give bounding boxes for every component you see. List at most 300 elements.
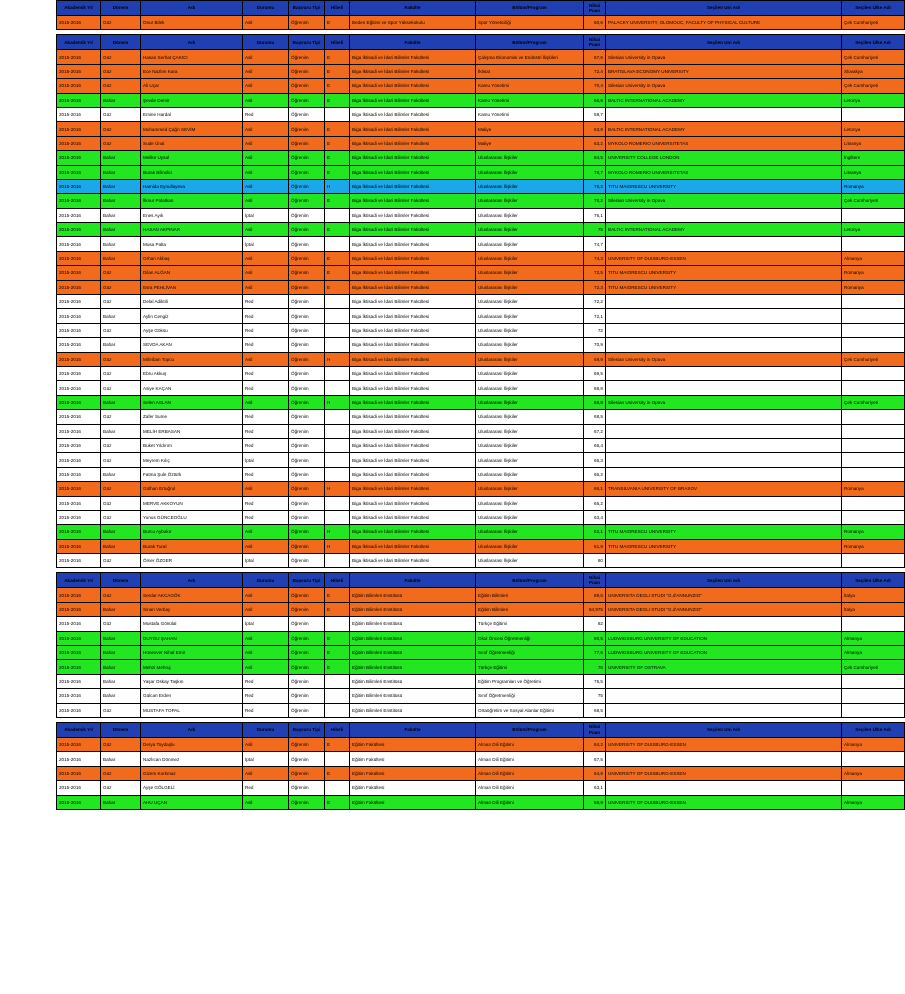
header-row [57,35,905,50]
table-cell: 84,2 [584,737,606,751]
table-cell: Güz [101,588,141,602]
table-cell: Red [243,510,289,524]
table-cell: Güz [101,107,141,121]
table-cell: Öğrenim [289,251,325,265]
table-cell: Silesian University in Opava [606,194,842,208]
table-cell: Biga İktisadi ve İdari Bilimler Fakültesi [350,266,476,280]
table-cell: Dilan ALĞAN [141,266,243,280]
table-cell: Öğrenim [289,50,325,64]
table-cell [325,752,350,766]
column-header: Bölüm/Program [476,35,584,50]
table-cell: Gizem Korkmaz [141,766,243,780]
table-cell: 67,2 [584,424,606,438]
table-cell: Litvanya [842,165,905,179]
table-cell: Öğrenim [289,689,325,703]
table-cell: Almanya [842,251,905,265]
table-cell: Asil [243,482,289,496]
table-cell: İptal [243,617,289,631]
table-cell: Biga İktisadi ve İdari Bilimler Fakültesi [350,438,476,452]
table-cell: Bahar [101,424,141,438]
table-cell: Öğrenim [289,795,325,809]
table-row [57,79,905,93]
table-cell [325,107,350,121]
table-cell [842,295,905,309]
table-cell: E [325,631,350,645]
table-cell: 68,5 [584,703,606,717]
table-cell: E [325,151,350,165]
table-cell: Öğrenim [289,646,325,660]
table-cell: Almanya [842,646,905,660]
table-row [57,453,905,467]
table-cell: UNIVERSITA DEGLI STUDI "G.d'ANNUNZIO" [606,588,842,602]
table-cell: H [325,179,350,193]
table-cell: Uluslararası İlişkiler [476,496,584,510]
column-header: Seçilen Ülke Adı [842,35,905,50]
table-cell: Uluslararası İlişkiler [476,525,584,539]
column-header: Fakülte [350,573,476,588]
table-cell: 2015-2016 [57,323,101,337]
table-cell: Güz [101,64,141,78]
table-cell: Eğitim Bilimleri [476,602,584,616]
table-cell: 2015-2016 [57,646,101,660]
table-cell: Bahar [101,795,141,809]
table-cell: Ebru Akkuş [141,366,243,380]
table-cell: Silesian University in Opava [606,395,842,409]
table-cell: İtalya [842,588,905,602]
table-cell: Ömer ÖZGER [141,554,243,568]
table-cell: Bahar [101,208,141,222]
table-cell: Asil [243,194,289,208]
column-header: Nihai Puan [584,35,606,50]
table-cell: Öğrenim [289,496,325,510]
table-cell: Güz [101,617,141,631]
table-row [57,482,905,496]
table-cell: 2015-2016 [57,631,101,645]
table-cell: 63,4 [584,510,606,524]
table-cell: Öğrenim [289,510,325,524]
column-header: Seçilen Ülke Adı [842,573,905,588]
table-cell: 2015-2016 [57,309,101,323]
table-cell: MELİH ERBASAN [141,424,243,438]
table-cell: Öğrenim [289,16,325,30]
table-cell: Bahar [101,689,141,703]
table-cell [325,208,350,222]
table-cell: UNIVERSITY OF DUISBURG-ESSEN [606,795,842,809]
table-cell: Öğrenim [289,93,325,107]
table-cell: Buket Yıldırım [141,438,243,452]
table-cell: Eğitim Bilimleri Enstitüsü [350,674,476,688]
results-table [56,0,905,810]
table-cell: Asil [243,64,289,78]
table-cell: TITU MAIORESCU UNIVERSITY [606,280,842,294]
table-row [57,151,905,165]
table-cell: 84,5 [584,151,606,165]
column-header: Durumu [243,722,289,737]
table-row [57,602,905,616]
table-cell: Asil [243,93,289,107]
table-row [57,208,905,222]
table-cell: 72,2 [584,295,606,309]
table-cell: 64,9 [584,766,606,780]
column-header: Seçilen Ülke Adı [842,1,905,16]
table-cell: Sude Ünal [141,136,243,150]
table-cell: 68,8 [584,395,606,409]
table-cell: Slovakya [842,64,905,78]
table-cell [606,703,842,717]
table-row [57,410,905,424]
table-row [57,703,905,717]
table-cell: Öğrenim [289,208,325,222]
table-cell [325,424,350,438]
table-cell: Asil [243,251,289,265]
table-cell: Melike Uysal [141,151,243,165]
table-cell: Eğitim Bilimleri [476,588,584,602]
table-cell: Güz [101,766,141,780]
table-cell [606,781,842,795]
table-cell: 2015-2016 [57,525,101,539]
table-row [57,251,905,265]
table-cell: Bahar [101,467,141,481]
table-cell: 2015-2016 [57,223,101,237]
table-row [57,660,905,674]
table-cell: Öğrenim [289,752,325,766]
table-cell: 61,9 [584,539,606,553]
table-cell: Uluslararası İlişkiler [476,237,584,251]
table-cell: Asiye KAÇAN [141,381,243,395]
table-cell: Enes Ayık [141,208,243,222]
table-cell: E [325,165,350,179]
table-cell: 2015-2016 [57,438,101,452]
table-cell: UNIVERSITA DEGLI STUDI "G.d'ANNUNZIO" [606,602,842,616]
table-cell [606,295,842,309]
table-cell: Öğrenim [289,453,325,467]
table-row [57,381,905,395]
table-cell: İlknur Polatkan [141,194,243,208]
table-cell: Güz [101,496,141,510]
table-cell: Mustafa Gönülal [141,617,243,631]
table-cell [842,208,905,222]
table-cell: Eğitim Bilimleri Enstitüsü [350,617,476,631]
table-cell: Asil [243,766,289,780]
table-cell: 2015-2016 [57,617,101,631]
table-cell: TITU MAIORESCU UNIVERSITY [606,179,842,193]
table-cell: Gülhan Ertuğrul [141,482,243,496]
table-row [57,588,905,602]
table-cell [606,381,842,395]
table-cell: E [325,251,350,265]
table-cell: Öğrenim [289,410,325,424]
table-cell: 72 [584,323,606,337]
table-cell: Red [243,381,289,395]
table-cell [842,438,905,452]
table-cell: 2015-2016 [57,266,101,280]
table-cell: Eğitim Bilimleri Enstitüsü [350,631,476,645]
table-cell: 2015-2016 [57,539,101,553]
table-cell: Uluslararası İlişkiler [476,366,584,380]
table-cell: İptal [243,752,289,766]
table-cell: Almanya [842,795,905,809]
column-header: Başvuru Tipi [289,722,325,737]
table-cell: 66,3 [584,453,606,467]
table-cell: Öğrenim [289,151,325,165]
table-cell: Asil [243,395,289,409]
table-cell: Asil [243,151,289,165]
table-row [57,646,905,660]
table-cell: Uluslararası İlişkiler [476,424,584,438]
table-cell: 69,5 [584,366,606,380]
table-cell: Uluslararası İlişkiler [476,381,584,395]
table-cell: Hünevver Nihal Emir [141,646,243,660]
table-cell: Öğrenim [289,381,325,395]
table-row [57,631,905,645]
table-cell: 67,5 [584,752,606,766]
table-cell: Biga İktisadi ve İdari Bilimler Fakültesi [350,165,476,179]
table-cell [325,467,350,481]
table-cell: 66,4 [584,438,606,452]
table-cell: Öğrenim [289,766,325,780]
table-cell: Yunus GÜNCEOĞLU [141,510,243,524]
table-cell [842,237,905,251]
table-cell: 80,5 [584,631,606,645]
column-header: Bölüm/Program [476,573,584,588]
table-cell [606,467,842,481]
table-cell: Asil [243,266,289,280]
table-cell: Bahar [101,752,141,766]
table-cell: Nazlıcan Dönmez [141,752,243,766]
table-cell [842,309,905,323]
table-cell: 59,7 [584,107,606,121]
table-cell: Güz [101,482,141,496]
table-cell: Öğrenim [289,165,325,179]
table-cell: İptal [243,453,289,467]
table-cell: 66,2 [584,467,606,481]
table-cell: Çek Cumhuriyeti [842,194,905,208]
table-cell: 2015-2016 [57,588,101,602]
table-cell [606,309,842,323]
table-cell: MERVE AKKOYUN [141,496,243,510]
table-cell: Biga İktisadi ve İdari Bilimler Fakültesi [350,122,476,136]
table-cell: Asil [243,631,289,645]
column-header: Fakülte [350,35,476,50]
table-cell: Biga İktisadi ve İdari Bilimler Fakültesi [350,323,476,337]
table-row [57,16,905,30]
table-cell: 78,2 [584,179,606,193]
table-cell: Asil [243,16,289,30]
table-cell: 63,8 [584,122,606,136]
table-cell [325,295,350,309]
table-cell: Biga İktisadi ve İdari Bilimler Fakültesi [350,237,476,251]
table-cell [325,237,350,251]
table-cell: 2015-2016 [57,781,101,795]
table-cell: Ayşe Göksu [141,323,243,337]
table-cell: Öğrenim [289,539,325,553]
table-cell: Sınıf Öğretmenliği [476,646,584,660]
table-cell: E [325,122,350,136]
table-cell: TITU MAIORESCU UNIVERSITY [606,525,842,539]
table-cell: Almanya [842,766,905,780]
header-row [57,1,905,16]
table-cell: Uluslararası İlişkiler [476,453,584,467]
table-row [57,496,905,510]
table-cell [325,617,350,631]
table-cell: Çek Cumhuriyeti [842,79,905,93]
table-cell: 2015-2016 [57,295,101,309]
table-cell: Bahar [101,93,141,107]
table-cell: Biga İktisadi ve İdari Bilimler Fakültesi [350,50,476,64]
table-cell: E [325,646,350,660]
table-cell: Öğrenim [289,660,325,674]
table-cell: Çek Cumhuriyeti [842,16,905,30]
table-cell [842,617,905,631]
table-row [57,539,905,553]
table-cell: Bahar [101,631,141,645]
column-header: Başvuru Tipi [289,1,325,16]
table-row [57,50,905,64]
table-cell: E [325,660,350,674]
table-cell: 2015-2016 [57,482,101,496]
table-cell: 82 [584,617,606,631]
table-cell: Romanya [842,179,905,193]
table-cell: 68,8 [584,381,606,395]
header-row [57,573,905,588]
table-cell: E [325,280,350,294]
table-cell: Uluslararası İlişkiler [476,251,584,265]
table-cell: Bahar [101,179,141,193]
table-cell: 2015-2016 [57,194,101,208]
table-cell: Asil [243,179,289,193]
table-cell: Silesian University in Opava [606,352,842,366]
table-cell: 60,6 [584,16,606,30]
table-row [57,795,905,809]
table-cell: 2015-2016 [57,554,101,568]
table-cell: Güz [101,510,141,524]
table-cell: 72,1 [584,309,606,323]
table-cell: 2015-2016 [57,766,101,780]
table-cell: Red [243,309,289,323]
table-cell: Biga İktisadi ve İdari Bilimler Fakültesi [350,179,476,193]
column-header: Bölüm/Program [476,722,584,737]
column-header: Adı [141,35,243,50]
table-cell: Biga İktisadi ve İdari Bilimler Fakültesi [350,381,476,395]
column-header: Akademik Yıl [57,35,101,50]
table-cell: 2015-2016 [57,689,101,703]
table-cell: Şevde Demir [141,93,243,107]
table-row [57,510,905,524]
column-header: Akademik Yıl [57,1,101,16]
table-cell: Bahar [101,309,141,323]
column-header: Dönem [101,1,141,16]
table-cell [325,453,350,467]
table-cell: 2015-2016 [57,251,101,265]
table-cell: Orhan Akbaş [141,251,243,265]
table-cell: Bahar [101,539,141,553]
table-cell: Biga İktisadi ve İdari Bilimler Fakültesi [350,424,476,438]
table-cell: Biga İktisadi ve İdari Bilimler Fakültesi [350,93,476,107]
table-cell: E [325,795,350,809]
table-cell: Öğrenim [289,309,325,323]
table-cell: Bahar [101,338,141,352]
table-cell: Ayşe GÖLGELİ [141,781,243,795]
table-cell: Güz [101,737,141,751]
table-cell: 2015-2016 [57,107,101,121]
table-cell: Gülcan Erden [141,689,243,703]
table-cell: Romanya [842,266,905,280]
table-cell: Çalışma Ekonomisi ve Endüstri İlişkileri [476,50,584,64]
column-header: Adı [141,722,243,737]
table-cell: Güz [101,781,141,795]
table-cell: Maliye [476,136,584,150]
table-row [57,64,905,78]
table-cell: Öğrenim [289,366,325,380]
table-cell: Okul Öncesi Öğretmenliği [476,631,584,645]
table-cell: Biga İktisadi ve İdari Bilimler Fakültesi [350,107,476,121]
table-cell: Eğitim Fakültesi [350,752,476,766]
table-cell: Öğrenim [289,295,325,309]
table-cell: Türkçe Eğitimi [476,660,584,674]
table-cell: 2015-2016 [57,50,101,64]
table-cell: 72,5 [584,266,606,280]
column-header: Hibeli [325,1,350,16]
table-cell [606,752,842,766]
table-cell: Güz [101,122,141,136]
table-cell [325,674,350,688]
table-cell: Red [243,295,289,309]
table-row [57,752,905,766]
column-header: Seçilen Uni Adı [606,35,842,50]
table-cell: Eğitim Fakültesi [350,737,476,751]
table-cell: 75 [584,223,606,237]
table-cell: 76,2 [584,194,606,208]
table-cell: 69,9 [584,352,606,366]
table-cell: E [325,93,350,107]
table-cell: İktisat [476,64,584,78]
table-cell: Öğrenim [289,395,325,409]
table-cell: Öğrenim [289,194,325,208]
table-cell: 2015-2016 [57,93,101,107]
table-cell: Eğitim Bilimleri Enstitüsü [350,588,476,602]
table-cell: 2015-2016 [57,179,101,193]
table-cell: Biga İktisadi ve İdari Bilimler Fakültesi [350,194,476,208]
table-cell: Güz [101,438,141,452]
table-cell: E [325,223,350,237]
table-cell: Almanya [842,631,905,645]
table-cell: Uluslararası İlişkiler [476,179,584,193]
table-cell: Öğrenim [289,482,325,496]
table-cell: Öğrenim [289,438,325,452]
table-cell [325,496,350,510]
table-cell: 2015-2016 [57,752,101,766]
table-cell: LUDWIGSBURG UNIVERSITY OF EDUCATION [606,646,842,660]
table-cell [842,366,905,380]
table-cell: UNIVERSITY OF DUISBURG-ESSEN [606,251,842,265]
table-cell: Eğitim Fakültesi [350,766,476,780]
table-cell: 66,6 [584,93,606,107]
table-cell: 2015-2016 [57,122,101,136]
column-header: Durumu [243,573,289,588]
table-cell: 74,3 [584,251,606,265]
table-cell: Güz [101,266,141,280]
table-row [57,107,905,121]
table-cell: 2015-2016 [57,366,101,380]
table-cell: Serdar AKCAGÖK [141,588,243,602]
table-cell: Biga İktisadi ve İdari Bilimler Fakültesi [350,309,476,323]
table-cell: 76,1 [584,208,606,222]
table-cell: İptal [243,237,289,251]
table-cell: E [325,588,350,602]
table-cell: 2015-2016 [57,496,101,510]
table-cell: Güz [101,352,141,366]
table-cell: Öğrenim [289,237,325,251]
